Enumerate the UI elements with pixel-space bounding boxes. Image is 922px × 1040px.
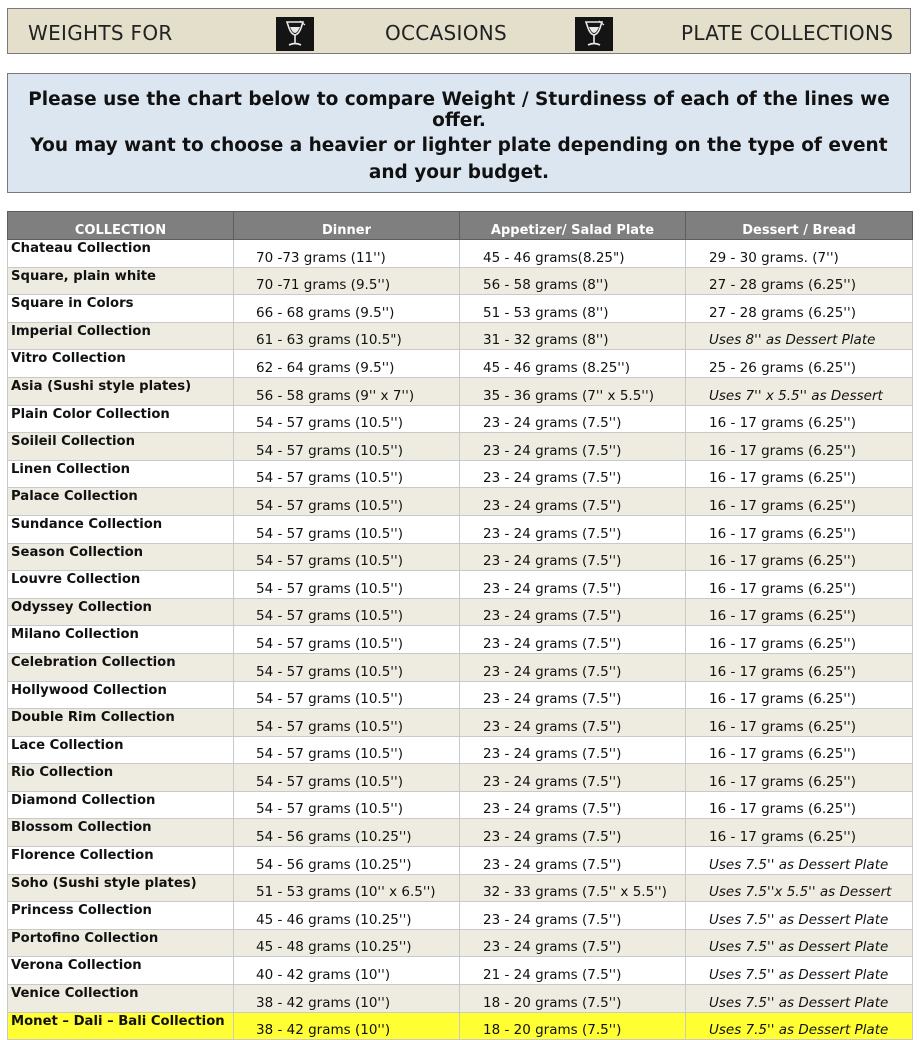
dessert-weight-cell: Uses 7.5'' as Dessert Plate	[686, 985, 913, 1013]
dinner-weight-cell: 70 -71 grams (9.5'')	[234, 267, 460, 295]
dinner-weight-cell: 54 - 57 grams (10.5'')	[234, 433, 460, 461]
dessert-weight-cell: 29 - 30 grams. (7'')	[686, 240, 913, 268]
table-row	[8, 267, 913, 295]
table-row	[8, 571, 913, 599]
appetizer-weight-cell: 23 - 24 grams (7.5'')	[460, 515, 686, 543]
collection-name-cell: Rio Collection	[8, 764, 234, 792]
collection-name-cell: Princess Collection	[8, 902, 234, 930]
appetizer-weight-cell: 23 - 24 grams (7.5'')	[460, 681, 686, 709]
dinner-weight-cell: 54 - 57 grams (10.5'')	[234, 736, 460, 764]
appetizer-weight-cell: 23 - 24 grams (7.5'')	[460, 736, 686, 764]
dessert-weight-cell: Uses 7'' x 5.5'' as Dessert	[686, 377, 913, 405]
dinner-weight-cell: 38 - 42 grams (10'')	[234, 985, 460, 1013]
dinner-weight-cell: 45 - 46 grams (10.25'')	[234, 902, 460, 930]
dessert-weight-cell: Uses 7.5'' as Dessert Plate	[686, 1012, 913, 1040]
dessert-weight-cell: 27 - 28 grams (6.25'')	[686, 267, 913, 295]
collection-name-cell: Louvre Collection	[8, 571, 234, 599]
dessert-weight-cell: 16 - 17 grams (6.25'')	[686, 681, 913, 709]
table-row	[8, 902, 913, 930]
collection-name-cell: Hollywood Collection	[8, 681, 234, 709]
dinner-weight-cell: 70 -73 grams (11'')	[234, 240, 460, 268]
collection-name-cell: Blossom Collection	[8, 819, 234, 847]
header-occasions: OCCASIONS	[385, 21, 508, 45]
dessert-weight-cell: 27 - 28 grams (6.25'')	[686, 295, 913, 323]
dinner-weight-cell: 66 - 68 grams (9.5'')	[234, 295, 460, 323]
dessert-weight-cell: 25 - 26 grams (6.25'')	[686, 350, 913, 378]
dessert-weight-cell: 16 - 17 grams (6.25'')	[686, 488, 913, 516]
table-row	[8, 819, 913, 847]
appetizer-weight-cell: 21 - 24 grams (7.5'')	[460, 957, 686, 985]
collection-name-cell: Square in Colors	[8, 295, 234, 323]
collection-name-cell: Lace Collection	[8, 736, 234, 764]
table-row	[8, 847, 913, 875]
collection-name-cell: Portofino Collection	[8, 929, 234, 957]
dinner-weight-cell: 54 - 57 grams (10.5'')	[234, 764, 460, 792]
table-row	[8, 709, 913, 737]
dinner-weight-cell: 54 - 57 grams (10.5'')	[234, 626, 460, 654]
collection-name-cell: Soileil Collection	[8, 433, 234, 461]
table-header-row	[8, 212, 913, 240]
dessert-weight-cell: 16 - 17 grams (6.25'')	[686, 709, 913, 737]
dessert-weight-cell: Uses 7.5'' as Dessert Plate	[686, 929, 913, 957]
dinner-weight-cell: 56 - 58 grams (9'' x 7'')	[234, 377, 460, 405]
dinner-weight-cell: 54 - 57 grams (10.5'')	[234, 488, 460, 516]
wine-glass-icon	[276, 17, 314, 51]
column-header-dinner: Dinner	[234, 212, 460, 240]
dessert-weight-cell: 16 - 17 grams (6.25'')	[686, 405, 913, 433]
dessert-weight-cell: 16 - 17 grams (6.25'')	[686, 598, 913, 626]
dinner-weight-cell: 54 - 56 grams (10.25'')	[234, 819, 460, 847]
dessert-weight-cell: 16 - 17 grams (6.25'')	[686, 791, 913, 819]
dessert-weight-cell: 16 - 17 grams (6.25'')	[686, 653, 913, 681]
appetizer-weight-cell: 32 - 33 grams (7.5'' x 5.5'')	[460, 874, 686, 902]
dinner-weight-cell: 54 - 57 grams (10.5'')	[234, 460, 460, 488]
dessert-weight-cell: Uses 7.5'' as Dessert Plate	[686, 957, 913, 985]
dinner-weight-cell: 54 - 57 grams (10.5'')	[234, 681, 460, 709]
collection-name-cell: Asia (Sushi style plates)	[8, 377, 234, 405]
dinner-weight-cell: 54 - 57 grams (10.5'')	[234, 709, 460, 737]
collection-name-cell: Double Rim Collection	[8, 709, 234, 737]
table-row	[8, 543, 913, 571]
dinner-weight-cell: 54 - 57 grams (10.5'')	[234, 515, 460, 543]
table-row	[8, 985, 913, 1013]
dinner-weight-cell: 54 - 57 grams (10.5'')	[234, 543, 460, 571]
weights-table	[7, 211, 913, 1040]
dessert-weight-cell: Uses 7.5''x 5.5'' as Dessert	[686, 874, 913, 902]
appetizer-weight-cell: 23 - 24 grams (7.5'')	[460, 543, 686, 571]
table-row	[8, 764, 913, 792]
table-row	[8, 1012, 913, 1040]
dessert-weight-cell: 16 - 17 grams (6.25'')	[686, 543, 913, 571]
appetizer-weight-cell: 45 - 46 grams (8.25'')	[460, 350, 686, 378]
collection-name-cell: Odyssey Collection	[8, 598, 234, 626]
appetizer-weight-cell: 45 - 46 grams(8.25")	[460, 240, 686, 268]
info-line-1: Please use the chart below to compare Weight / Sturdiness of each of the lines we offer.	[28, 89, 890, 131]
table-row	[8, 405, 913, 433]
collection-name-cell: Verona Collection	[8, 957, 234, 985]
table-row	[8, 240, 913, 268]
appetizer-weight-cell: 51 - 53 grams (8'')	[460, 295, 686, 323]
table-row	[8, 874, 913, 902]
table-row	[8, 322, 913, 350]
collection-name-cell: Monet – Dali – Bali Collection	[8, 1012, 234, 1040]
table-row	[8, 653, 913, 681]
dessert-weight-cell: 16 - 17 grams (6.25'')	[686, 571, 913, 599]
appetizer-weight-cell: 18 - 20 grams (7.5'')	[460, 985, 686, 1013]
collection-name-cell: Soho (Sushi style plates)	[8, 874, 234, 902]
collection-name-cell: Florence Collection	[8, 847, 234, 875]
appetizer-weight-cell: 31 - 32 grams (8'')	[460, 322, 686, 350]
collection-name-cell: Chateau Collection	[8, 240, 234, 268]
column-header-collection: COLLECTION	[8, 212, 234, 240]
appetizer-weight-cell: 23 - 24 grams (7.5'')	[460, 626, 686, 654]
dessert-weight-cell: 16 - 17 grams (6.25'')	[686, 819, 913, 847]
dessert-weight-cell: 16 - 17 grams (6.25'')	[686, 764, 913, 792]
dinner-weight-cell: 54 - 57 grams (10.5'')	[234, 405, 460, 433]
column-header-appetizer: Appetizer/ Salad Plate	[460, 212, 686, 240]
dessert-weight-cell: Uses 7.5'' as Dessert Plate	[686, 902, 913, 930]
collection-name-cell: Sundance Collection	[8, 515, 234, 543]
table-row	[8, 377, 913, 405]
dessert-weight-cell: Uses 8'' as Dessert Plate	[686, 322, 913, 350]
appetizer-weight-cell: 23 - 24 grams (7.5'')	[460, 598, 686, 626]
dessert-weight-cell: 16 - 17 grams (6.25'')	[686, 736, 913, 764]
collection-name-cell: Milano Collection	[8, 626, 234, 654]
dessert-weight-cell: Uses 7.5'' as Dessert Plate	[686, 847, 913, 875]
collection-name-cell: Celebration Collection	[8, 653, 234, 681]
collection-name-cell: Venice Collection	[8, 985, 234, 1013]
appetizer-weight-cell: 23 - 24 grams (7.5'')	[460, 488, 686, 516]
table-row	[8, 736, 913, 764]
info-line-2: You may want to choose a heavier or lighter plate depending on the type of event and your budget.	[30, 135, 888, 183]
appetizer-weight-cell: 35 - 36 grams (7'' x 5.5'')	[460, 377, 686, 405]
collection-name-cell: Imperial Collection	[8, 322, 234, 350]
appetizer-weight-cell: 23 - 24 grams (7.5'')	[460, 764, 686, 792]
table-row	[8, 626, 913, 654]
table-row	[8, 681, 913, 709]
dinner-weight-cell: 54 - 57 grams (10.5'')	[234, 791, 460, 819]
table-row	[8, 433, 913, 461]
collection-name-cell: Square, plain white	[8, 267, 234, 295]
dessert-weight-cell: 16 - 17 grams (6.25'')	[686, 460, 913, 488]
table-row	[8, 350, 913, 378]
collection-name-cell: Plain Color Collection	[8, 405, 234, 433]
collection-name-cell: Linen Collection	[8, 460, 234, 488]
table-body	[8, 240, 913, 1040]
appetizer-weight-cell: 23 - 24 grams (7.5'')	[460, 902, 686, 930]
dinner-weight-cell: 54 - 57 grams (10.5'')	[234, 598, 460, 626]
info-box	[7, 73, 911, 193]
dessert-weight-cell: 16 - 17 grams (6.25'')	[686, 433, 913, 461]
column-header-dessert: Dessert / Bread	[686, 212, 913, 240]
dessert-weight-cell: 16 - 17 grams (6.25'')	[686, 515, 913, 543]
dinner-weight-cell: 45 - 48 grams (10.25'')	[234, 929, 460, 957]
dinner-weight-cell: 38 - 42 grams (10'')	[234, 1012, 460, 1040]
header-plate-collections: PLATE COLLECTIONS	[681, 21, 894, 45]
appetizer-weight-cell: 23 - 24 grams (7.5'')	[460, 929, 686, 957]
table-row	[8, 295, 913, 323]
appetizer-weight-cell: 23 - 24 grams (7.5'')	[460, 709, 686, 737]
dinner-weight-cell: 54 - 56 grams (10.25'')	[234, 847, 460, 875]
dinner-weight-cell: 51 - 53 grams (10'' x 6.5'')	[234, 874, 460, 902]
table-row	[8, 598, 913, 626]
dinner-weight-cell: 62 - 64 grams (9.5'')	[234, 350, 460, 378]
appetizer-weight-cell: 23 - 24 grams (7.5'')	[460, 847, 686, 875]
page-header	[7, 8, 911, 54]
table-row	[8, 460, 913, 488]
table-row	[8, 957, 913, 985]
appetizer-weight-cell: 23 - 24 grams (7.5'')	[460, 819, 686, 847]
collection-name-cell: Palace Collection	[8, 488, 234, 516]
appetizer-weight-cell: 18 - 20 grams (7.5'')	[460, 1012, 686, 1040]
dinner-weight-cell: 54 - 57 grams (10.5'')	[234, 571, 460, 599]
table-row	[8, 929, 913, 957]
wine-glass-icon	[575, 17, 613, 51]
appetizer-weight-cell: 23 - 24 grams (7.5'')	[460, 571, 686, 599]
table-row	[8, 515, 913, 543]
collection-name-cell: Diamond Collection	[8, 791, 234, 819]
dinner-weight-cell: 54 - 57 grams (10.5'')	[234, 653, 460, 681]
collection-name-cell: Season Collection	[8, 543, 234, 571]
table-row	[8, 488, 913, 516]
appetizer-weight-cell: 23 - 24 grams (7.5'')	[460, 460, 686, 488]
appetizer-weight-cell: 56 - 58 grams (8'')	[460, 267, 686, 295]
appetizer-weight-cell: 23 - 24 grams (7.5'')	[460, 405, 686, 433]
dinner-weight-cell: 61 - 63 grams (10.5")	[234, 322, 460, 350]
appetizer-weight-cell: 23 - 24 grams (7.5'')	[460, 653, 686, 681]
appetizer-weight-cell: 23 - 24 grams (7.5'')	[460, 791, 686, 819]
appetizer-weight-cell: 23 - 24 grams (7.5'')	[460, 433, 686, 461]
collection-name-cell: Vitro Collection	[8, 350, 234, 378]
dessert-weight-cell: 16 - 17 grams (6.25'')	[686, 626, 913, 654]
dinner-weight-cell: 40 - 42 grams (10'')	[234, 957, 460, 985]
header-weights-for: WEIGHTS FOR	[28, 21, 173, 45]
table-row	[8, 791, 913, 819]
